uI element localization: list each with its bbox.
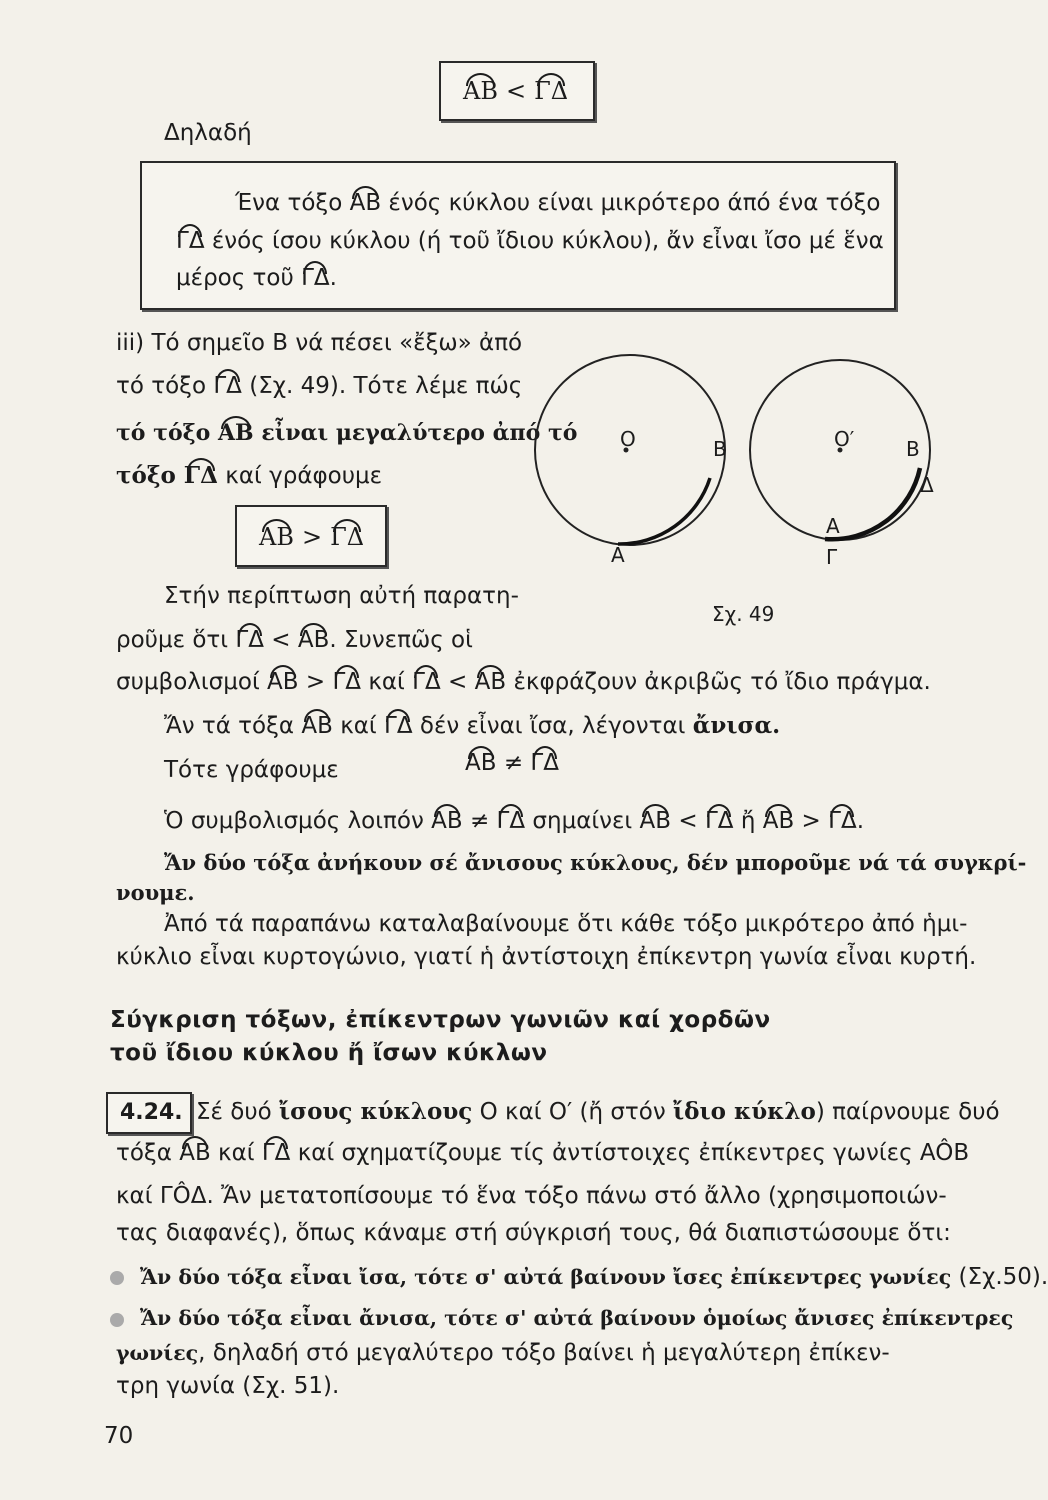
figure-caption: Σχ. 49 [712, 602, 775, 626]
intro-word: Δηλαδή [164, 120, 252, 146]
arc-ab: AB [465, 750, 497, 776]
section-heading-line-2: τοῦ ἴδιου κύκλου ἤ ἴσων κύκλων [110, 1040, 548, 1066]
conclusion-line-2: κύκλιο εἶναι κυρτογώνιο, γιατί ἡ ἀντίστοιχη ἐπίκεντρη γωνία εἶναι κυρτή. [116, 944, 977, 970]
arc-gd: ΓΔ [183, 462, 218, 489]
observation-line-2: ροῦμε ὅτι ΓΔ < AB. Συνεπῶς οἱ [116, 627, 473, 653]
arc-gd: ΓΔ [704, 808, 734, 834]
bold-statement-line-1: Ἄν δύο τόξα ἀνήκουν σέ ἄνισους κύκλους, δέν μποροῦμε νά τά συγκρί- [164, 850, 1027, 875]
inequality-expression: AB > ΓΔ [259, 523, 365, 551]
observation-line-1: Στήν περίπτωση αὐτή παρατη- [164, 583, 519, 609]
paragraph-424-line-2: τόξα AB καί ΓΔ καί σχηματίζουμε τίς ἀντίστοιχες ἐπίκεντρες γωνίες AÔB [116, 1140, 970, 1166]
label-left-a: A [611, 543, 625, 567]
arc-gd: ΓΔ [330, 523, 365, 551]
case3-line-2: τό τόξο ΓΔ (Σχ. 49). Τότε λέμε πώς [116, 373, 523, 399]
arc-gd: ΓΔ [261, 1140, 291, 1166]
label-left-b: B [713, 437, 727, 461]
paragraph-424-line-3: καί ΓÔΔ. Ἄν μετατοπίσουμε τό ἕνα τόξο πάνω στό ἄλλο (χρησιμοποιών- [116, 1183, 947, 1209]
bullet-icon [110, 1313, 124, 1327]
label-right-a: A [826, 514, 840, 538]
arc-gd: ΓΔ [332, 669, 362, 695]
bullet-1: Ἄν δύο τόξα εἶναι ἴσα, τότε σ' αὐτά βαίνουν ἴσες ἐπίκεντρες γωνίες (Σχ.50). [140, 1264, 1048, 1290]
arc-gd: ΓΔ [828, 808, 857, 834]
arc-ab: AB [267, 669, 299, 695]
angle-god: ΓÔΔ [159, 1183, 207, 1209]
arc-ab: AB [259, 523, 294, 551]
bullet-2-line-3: τρη γωνία (Σχ. 51). [116, 1373, 340, 1399]
label-right-center: O′ [834, 427, 855, 451]
arc-gd: ΓΔ [530, 750, 559, 776]
case3-line-3: τό τόξο AB εἶναι μεγαλύτερο ἀπό τό [116, 420, 578, 446]
arc-ab: AB [474, 669, 507, 695]
conclusion-line-1: Ἀπό τά παραπάνω καταλαβαίνουμε ὅτι κάθε τόξο μικρότερο ἀπό ἡμι- [164, 911, 968, 937]
observation-line-3: συμβολισμοί AB > ΓΔ καί ΓΔ < AB ἐκφράζουν ἀκριβῶς τό ἴδιο πράγμα. [116, 669, 931, 695]
arc-gd: ΓΔ [384, 713, 413, 739]
arc-ab: AB [217, 420, 254, 446]
arc-gd: ΓΔ [235, 627, 264, 653]
bold-statement-line-2: νουμε. [116, 880, 195, 905]
angle-aob: AÔB [919, 1140, 970, 1166]
section-heading-line-1: Σύγκριση τόξων, ἐπίκεντρων γωνιῶν καί χορδῶν [110, 1007, 771, 1033]
unequal-expression: AB ≠ ΓΔ [465, 750, 559, 776]
left-arc-ab [618, 478, 710, 544]
inequality-box-top [439, 61, 595, 121]
arc-ab: AB [639, 808, 672, 834]
bullet-2-line-2: γωνίες, δηλαδή στό μεγαλύτερο τόξο βαίνει ἡ μεγαλύτερη ἐπίκεν- [116, 1340, 890, 1366]
arc-gd: ΓΔ [534, 77, 569, 105]
paragraph-number: 4.24. [120, 1100, 183, 1125]
arc-ab: AB [762, 808, 795, 834]
arc-ab: AB [431, 808, 463, 834]
arc-gd: ΓΔ [213, 373, 242, 399]
inequality-box-second [235, 505, 387, 567]
label-right-d: Δ [920, 473, 934, 497]
arc-gd: ΓΔ [496, 808, 526, 834]
arc-ab: AB [297, 627, 330, 653]
arc-gd: ΓΔ [412, 669, 441, 695]
arc-ab: AB [179, 1140, 211, 1166]
page-number: 70 [104, 1423, 134, 1449]
definition-line-1: Ένα τόξο AB ένός κύκλου είναι μικρότερο άπό ένα τόξο [235, 190, 881, 216]
definition-line-3: μέρος τοῦ ΓΔ. [176, 265, 337, 291]
arc-ab: AB [463, 77, 498, 105]
figure-49 [530, 340, 940, 590]
label-right-g: Γ [826, 545, 838, 569]
arc-ab: AB [301, 713, 333, 739]
bullet-2-line-1: Ἄν δύο τόξα εἶναι ἄνισα, τότε σ' αὐτά βαίνουν ὁμοίως ἄνισες ἐπίκεντρες [140, 1306, 1014, 1330]
unequal-line-1: Ἄν τά τόξα AB καί ΓΔ δέν εἶναι ἴσα, λέγονται ἄνισα. [164, 712, 781, 739]
definition-box [140, 161, 896, 310]
paragraph-424-line-4: τας διαφανές), ὅπως κάναμε στή σύγκρισή τους, θά διαπιστώσουμε ὅτι: [116, 1220, 951, 1246]
inequality-expression: AB < ΓΔ [463, 77, 569, 105]
label-left-center: O [620, 427, 636, 451]
arc-gd: ΓΔ [301, 265, 330, 291]
arc-gd: ΓΔ [176, 228, 205, 254]
symbolism-line: Ὁ συμβολισμός λοιπόν AB ≠ ΓΔ σημαίνει AB < ΓΔ ἤ AB > ΓΔ. [164, 808, 865, 834]
case3-line-1: iii) Τό σημεῖο Β νά πέσει «ἔξω» ἀπό [116, 330, 523, 356]
paragraph-number-box [106, 1092, 192, 1134]
unequal-line-2: Τότε γράφουμε [164, 757, 339, 783]
arc-ab: AB [349, 190, 382, 216]
bullet-icon [110, 1271, 124, 1285]
paragraph-424-line-1: Σέ δυό ἴσους κύκλους Ο καί Ο′ (ἤ στόν ἴδιο κύκλο) παίρνουμε δυό [196, 1098, 1000, 1125]
definition-line-2: ΓΔ ένός ίσου κύκλου (ή τοῦ ἴδιου κύκλου), ἄν εἶναι ἴσο μέ ἕνα [176, 228, 884, 254]
case3-line-4: τόξο ΓΔ καί γράφουμε [116, 462, 383, 489]
label-right-b: B [906, 437, 920, 461]
